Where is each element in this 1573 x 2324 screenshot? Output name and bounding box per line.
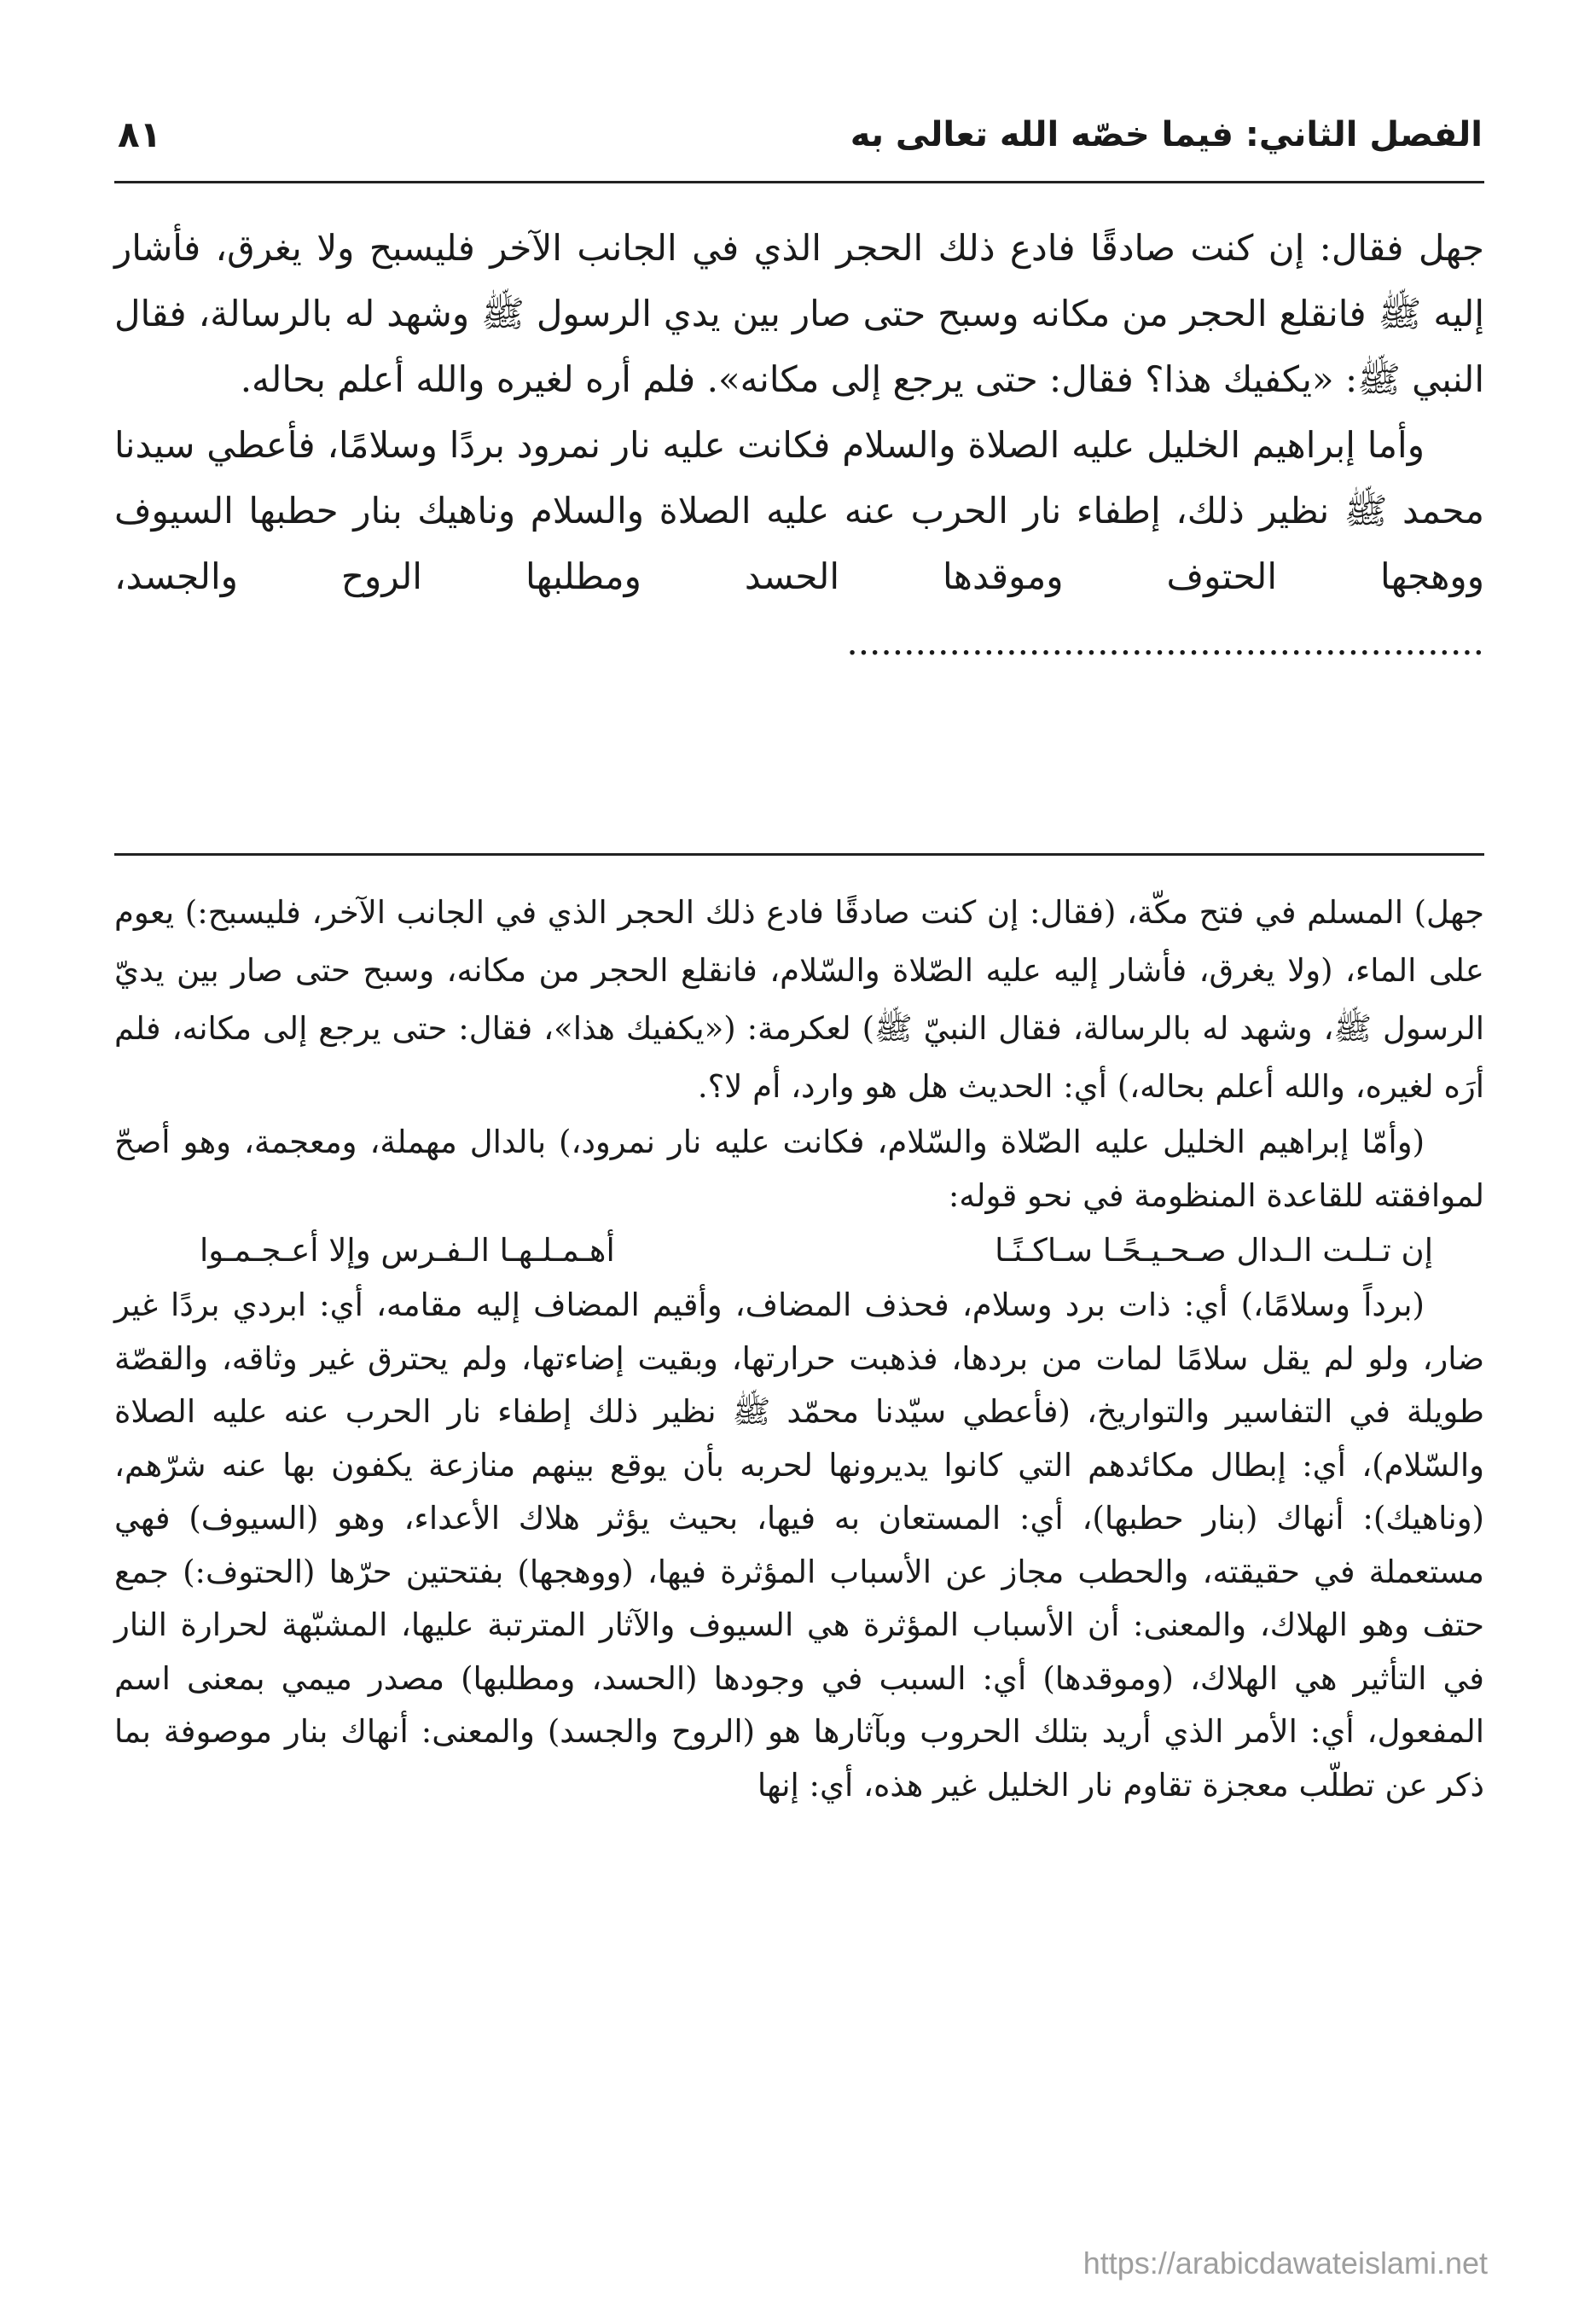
- commentary-paragraph: جهل) المسلم في فتح مكّة، (فقال: إن كنت صادقًا فادع ذلك الحجر الذي في الجانب الآخر، فليسبح:) يعوم على الماء، (ولا يغرق، فأشار إليه عليه الصّلاة والسّلام، فانقلع الحجر من مكانه، وسبح حتى صار بين يديّ الرسول ﷺ، وشهد له بالرسالة، فقال النبيّ ﷺ) لعكرمة: («يكفيك هذا»، فقال: حتى يرجع إلى مكانه، فلم أرَه لغيره، والله أعلم بحاله،) أي: الحديث هل هو وارد، أم لا؟.: [114, 894, 1484, 1105]
- commentary-paragraph: (وأمّا إبراهيم الخليل عليه الصّلاة والسّلام، فكانت عليه نار نمرود،) بالدال مهملة، ومعجمة، وهو أصحّ لموافقته للقاعدة المنظومة في نحو قوله:: [114, 1124, 1484, 1214]
- header-divider: [114, 181, 1484, 183]
- verse-first-hemistich: إن تـلـت الـدال صـحـيـحًـا سـاكـنًـا: [995, 1232, 1433, 1269]
- main-text: [114, 215, 1484, 675]
- commentary-text: [114, 884, 1484, 1812]
- commentary-divider: [114, 853, 1484, 856]
- page-number: ٨١: [118, 113, 162, 155]
- watermark-url: https://arabicdawateislami.net: [1083, 2246, 1488, 2280]
- main-paragraph: وأما إبراهيم الخليل عليه الصلاة والسلام فكانت عليه نار نمرود بردًا وسلامًا، فأعطي سيدنا محمد ﷺ نظير ذلك، إطفاء نار الحرب عنه عليه الصلاة والسلام وناهيك بنار حطبها السيوف ووهجها الحتوف وموقدها الحسد ومطلبها الروح والجسد، ........................................................: [114, 424, 1484, 663]
- verse-second-hemistich: أهـمـلـهـا الـفـرس وإلا أعـجـمـوا: [200, 1232, 615, 1269]
- poetry-verse: [114, 1223, 1484, 1279]
- running-title: الفصل الثاني: فيما خصّه الله تعالى به: [850, 115, 1483, 154]
- commentary-paragraph: (برداً وسلامًا،) أي: ذات برد وسلام، فحذف المضاف، وأقيم المضاف إليه مقامه، أي: ابردي بردًا غير ضار، ولو لم يقل سلامًا لمات من بردها، فذهبت حرارتها، وبقيت إضاءتها، ولم يحترق غير وثاقه، والقصّة طويلة في التفاسير والتواريخ، (فأعطي سيّدنا محمّد ﷺ نظير ذلك إطفاء نار الحرب عنه عليه الصلاة والسّلام)، أي: إبطال مكائدهم التي كانوا يديرونها لحربه بأن يوقع بينهم منازعة يكفون بها عنه شرّهم، (وناهيك): أنهاك (بنار حطبها)، أي: المستعان به فيها، بحيث يؤثر هلاك الأعداء، وهو (السيوف) فهي مستعملة في حقيقته، والحطب مجاز عن الأسباب المؤثرة فيها، (ووهجها) بفتحتين حرّها (الحتوف:) جمع حتف وهو الهلاك، والمعنى: أن الأسباب المؤثرة هي السيوف والآثار المترتبة عليها، المشبّهة لحرارة النار في التأثير هي الهلاك، (وموقدها) أي: السبب في وجودها (الحسد، ومطلبها) مصدر ميمي بمعنى اسم المفعول، أي: الأمر الذي أريد بتلك الحروب وبآثارها هو (الروح والجسد) والمعنى: أنهاك بنار موصوفة بما ذكر عن تطلّب معجزة تقاوم نار الخليل غير هذه، أي: إنها: [114, 1287, 1484, 1804]
- main-paragraph: جهل فقال: إن كنت صادقًا فادع ذلك الحجر الذي في الجانب الآخر فليسبح ولا يغرق، فأشار إليه ﷺ فانقلع الحجر من مكانه وسبح حتى صار بين يدي الرسول ﷺ وشهد له بالرسالة، فقال النبي ﷺ: «يكفيك هذا؟ فقال: حتى يرجع إلى مكانه». فلم أره لغيره والله أعلم بحاله.: [114, 227, 1484, 400]
- page-header: [118, 101, 1483, 177]
